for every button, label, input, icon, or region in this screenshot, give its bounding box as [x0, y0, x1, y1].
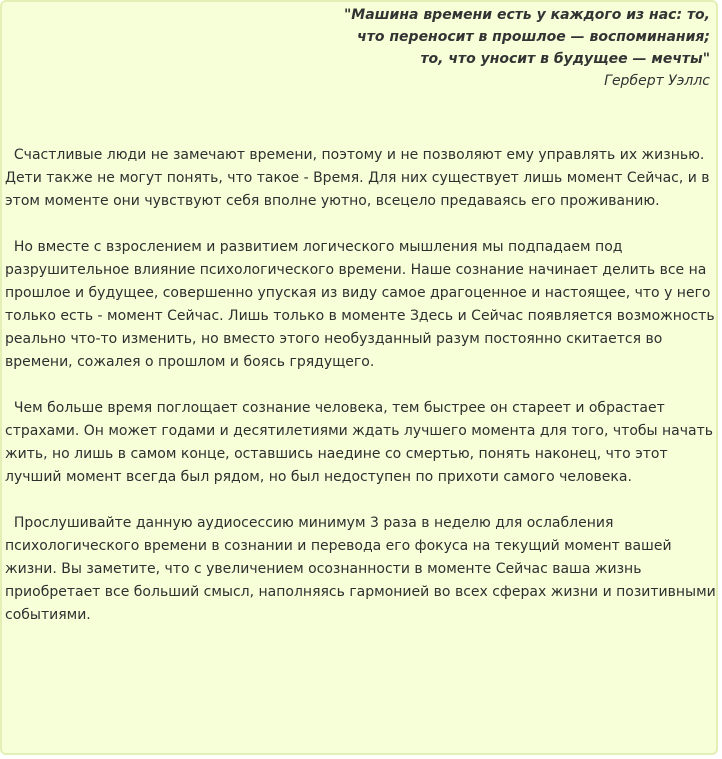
epigraph-line-2: что переносит в прошлое — воспоминания; — [357, 29, 710, 45]
paragraph-1: Счастливые люди не замечают времени, поэтому и не позволяют ему управлять их жизнью. Дети также не могут понять, что такое - Время. Для них существует лишь момент Сейчас, и в этом моменте они чувствуют себя вполне уютно, всецело предаваясь его проживанию. — [5, 147, 715, 209]
paragraph-2: Но вместе с взрослением и развитием логического мышления мы подпадаем под разрушительное влияние психологического времени. Наше сознание начинает делить все на прошлое и будущее, совершенно упуская из виду самое драгоценное и настоящее, что у него только есть - момент Сейчас. Лишь только в моменте Здесь и Сейчас появляется возможность реально что-то изменить, но вместо этого необузданный разум постоянно скитается во времени, сожалея о прошлом и боясь грядущего. — [5, 239, 720, 370]
epigraph-quote — [344, 4, 710, 92]
epigraph-line-3: то, что уносит в будущее — мечты" — [420, 51, 710, 67]
epigraph-line-1: "Машина времени есть у каждого из нас: то, — [343, 7, 710, 23]
article-body — [5, 144, 721, 650]
paragraph-3: Чем больше время поглощает сознание человека, тем быстрее он стареет и обрастает страхами. Он может годами и десятилетиями ждать лучшего момента для того, чтобы начать жить, но лишь в самом конце, оставшись наедине со смертью, понять наконец, что этот лучший момент всегда был рядом, но был недоступен по прихоти самого человека. — [5, 400, 718, 485]
epigraph-author: Герберт Уэллс — [604, 73, 710, 89]
paragraph-4: Прослушивайте данную аудиосессию минимум 3 раза в неделю для ослабления психологического времени в сознании и перевода его фокуса на текущий момент вашей жизни. Вы заметите, что с увеличением осознанности в моменте Сейчас ваша жизнь приобретает все больший смысл, наполняясь гармонией во всех сферах жизни и позитивными событиями. — [5, 515, 721, 623]
